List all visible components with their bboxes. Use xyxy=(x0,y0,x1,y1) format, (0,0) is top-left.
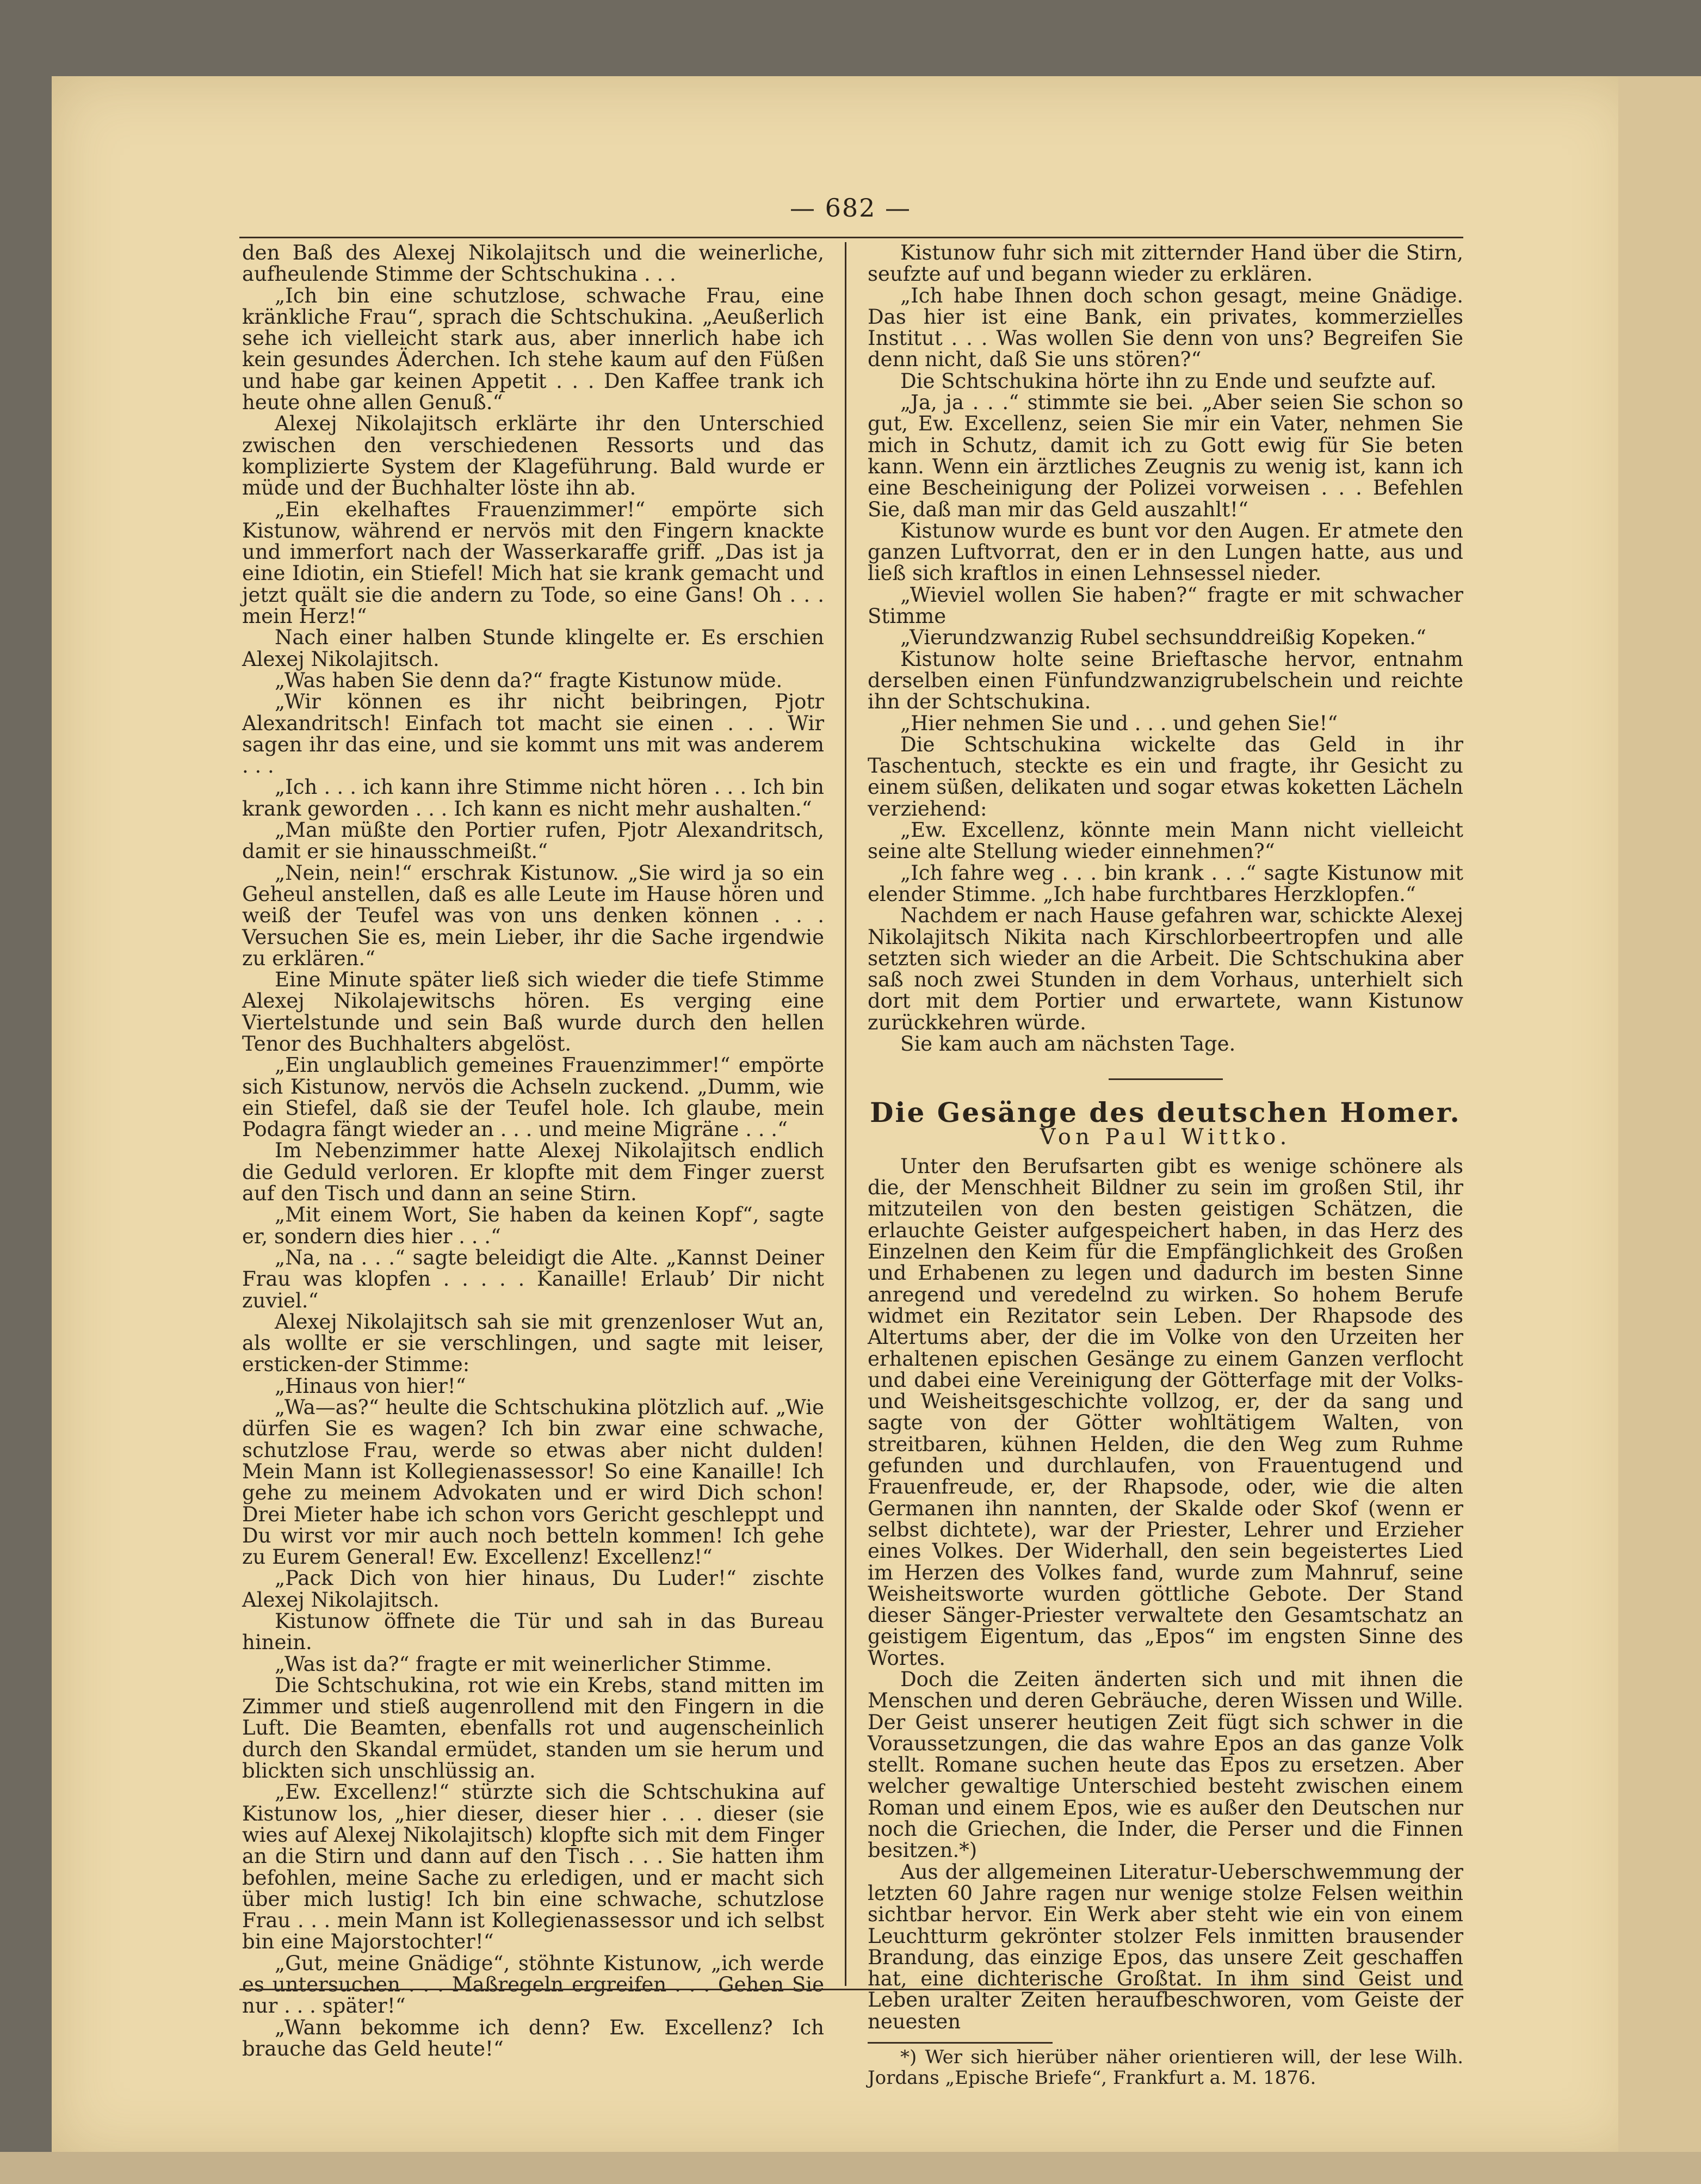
article-title: Die Gesänge des deutschen Homer. xyxy=(870,1096,1461,1129)
article-byline: Von Paul Wittko. xyxy=(1040,1124,1291,1150)
paragraph: Kistunow öffnete die Tür und sah in das Bureau hinein. xyxy=(242,1609,824,1655)
paragraph: Eine Minute später ließ sich wieder die tiefe Stimme Alexej Nikolajewitschs hören. Es verging eine Viertelstunde und sein Baß wurde durch den hellen Tenor des Buchhalters abgelöst. xyxy=(242,968,824,1056)
paragraph: Im Nebenzimmer hatte Alexej Nikolajitsch endlich die Geduld verloren. Er klopfte mit dem Finger zuerst auf den Tisch und dann an seine Stirn. xyxy=(242,1139,824,1206)
paragraph: „Ew. Excellenz, könnte mein Mann nicht vielleicht seine alte Stellung wieder einnehmen?“ xyxy=(868,818,1463,863)
paragraph: „Wir können es ihr nicht beibringen, Pjotr Alexandritsch! Einfach tot macht sie einen . . . Wir sagen ihr das eine, und sie kommt uns mit was anderem . . . xyxy=(242,690,824,778)
paragraph: „Vierundzwanzig Rubel sechsunddreißig Kopeken.“ xyxy=(900,626,1426,650)
paragraph: „Ich . . . ich kann ihre Stimme nicht hören . . . Ich bin krank geworden . . . Ich kann es nicht mehr aushalten.“ xyxy=(242,775,824,820)
paragraph: „Hier nehmen Sie und . . . und gehen Sie!“ xyxy=(900,711,1338,735)
page-edge-bottom xyxy=(0,2152,1701,2184)
paragraph: Alexej Nikolajitsch erklärte ihr den Unterschied zwischen den verschiedenen Ressorts und das komplizierte System der Klageführung. Bald wurde er müde und der Buchhalter löste ihn ab. xyxy=(242,412,824,500)
paragraph: „Gut, meine Gnädige“, stöhnte Kistunow, „ich werde es untersuchen . . . Maßregeln ergreifen . . . Gehen Sie nur . . . später!“ xyxy=(242,1951,824,2018)
footnote: *) Wer sich hierüber näher orientieren will, der lese Wilh. Jordans „Epische Briefe“, Frankfurt a. M. 1876. xyxy=(868,2046,1463,2089)
paragraph: Alexej Nikolajitsch sah sie mit grenzenloser Wut an, als wollte er sie verschlingen, und sagte mit leiser, ersticken-der Stimme: xyxy=(242,1310,824,1377)
footnote-rule xyxy=(868,2042,1053,2044)
paragraph: Nach einer halben Stunde klingelte er. Es erschien Alexej Nikolajitsch. xyxy=(242,626,824,671)
paragraph: Kistunow holte seine Brieftasche hervor, entnahm derselben einen Fünfundzwanzigrubelschein und reichte ihn der Schtschukina. xyxy=(868,647,1463,714)
paragraph: Sie kam auch am nächsten Tage. xyxy=(900,1032,1236,1056)
paragraph: Unter den Berufsarten gibt es wenige schönere als die, der Menschheit Bildner zu sein im großen Stil, ihr mitzuteilen von den besten geistigen Schätzen, die erlauchte Geister aufgespeichert haben, in das Herz des Einzelnen den Keim für die Empfänglichkeit des Großen und Erhabenen zu legen und dadurch im besten Sinne anregend und veredelnd zu wirken. So hohem Berufe widmet ein Rezitator sein Leben. Der Rhapsode des Altertums aber, der die im Volke von den Urzeiten her erhaltenen epischen Gesänge zu einem Ganzen verflocht und dabei eine Vereinigung der Götterfage mit der Volks- und Weisheitsgeschichte vollzog, er, der da sang und sagte von der Götter wohltätigem Walten, von streitbaren, kühnen Helden, die den Weg zum Ruhme gefunden und durchlaufen, von Frauentugend und Frauenfreude, er, der Rhapsode, oder, wie die alten Germanen ihn nannten, der Skalde oder Skof (wenn er selbst dichtete), war der Priester, Lehrer und Erzieher eines Volkes. Der Widerhall, den sein begeistertes Lied im Herzen des Volkes fand, wurde zum Mahnruf, seine Weisheitsworte wurden göttliche Gebote. Der Stand dieser Sänger-Priester verwaltete den Gesamtschatz an geistigem Eigentum, das „Epos“ im engsten Sinne des Wortes. xyxy=(868,1154,1463,1670)
paragraph: „Ja, ja . . .“ stimmte sie bei. „Aber seien Sie schon so gut, Ew. Excellenz, seien Sie mir ein Vater, nehmen Sie mich in Schutz, damit ich zu Gott ewig für Sie beten kann. Wenn ein ärztliches Zeugnis zu wenig ist, kann ich eine Bescheinigung der Polizei vorweisen . . . Befehlen Sie, daß man mir das Geld auszahlt!“ xyxy=(868,391,1463,521)
paragraph: „Na, na . . .“ sagte beleidigt die Alte. „Kannst Deiner Frau was klopfen . . . . . Kanaille! Erlaub’ Dir nicht zuviel.“ xyxy=(242,1245,824,1312)
page-number: — 682 — xyxy=(789,193,912,223)
paragraph: „Wann bekomme ich denn? Ew. Excellenz? Ich brauche das Geld heute!“ xyxy=(242,2015,824,2060)
paragraph: „Nein, nein!“ erschrak Kistunow. „Sie wird ja so ein Geheul anstellen, daß es alle Leute im Hause hören und weiß der Teufel was von uns denken können . . . Versuchen Sie es, mein Lieber, ihr die Sache irgendwie zu erklären.“ xyxy=(242,861,824,970)
right-column xyxy=(868,242,1463,2088)
header-rule xyxy=(239,237,1463,238)
paragraph: „Ein ekelhaftes Frauenzimmer!“ empörte sich Kistunow, während er nervös mit den Fingern knackte und immerfort nach der Wasserkaraffe griff. „Das ist ja eine Idiotin, ein Stiefel! Mich hat sie krank gemacht und jetzt quält sie die andern zu Tode, so eine Gans! Oh . . . mein Herz!“ xyxy=(242,497,824,628)
paragraph: Die Schtschukina wickelte das Geld in ihr Taschentuch, steckte es ein und fragte, ihr Gesicht zu einem süßen, delikaten und sogar etwas koketten Lächeln verziehend: xyxy=(868,732,1463,820)
paragraph: „Ich fahre weg . . . bin krank . . .“ sagte Kistunow mit elender Stimme. „Ich habe furchtbares Herzklopfen.“ xyxy=(868,861,1463,906)
left-column xyxy=(242,242,824,2059)
paragraph: Doch die Zeiten änderten sich und mit ihnen die Menschen und deren Gebräuche, deren Wissen und Wille. Der Geist unserer heutigen Zeit fügt sich schwer in die Voraussetzungen, die das wahre Epos an das ganze Volk stellt. Romane suchen heute das Epos zu ersetzen. Aber welcher gewaltige Unterschied besteht zwischen einem Roman und einem Epos, wie es außer den Deutschen nur noch die Griechen, die Inder, die Perser und die Finnen besitzen.*) xyxy=(868,1668,1463,1862)
paragraph: „Was haben Sie denn da?“ fragte Kistunow müde. xyxy=(275,668,783,692)
paragraph: Die Schtschukina, rot wie ein Krebs, stand mitten im Zimmer und stieß augenrollend mit den Fingern in die Luft. Die Beamten, ebenfalls rot und augenscheinlich durch den Skandal ermüdet, standen um sie herum und blickten sich unschlüssig an. xyxy=(242,1673,824,1783)
paragraph: Kistunow fuhr sich mit zitternder Hand über die Stirn, seufzte auf und begann wieder zu erklären. xyxy=(868,241,1463,286)
paragraph: „Wieviel wollen Sie haben?“ fragte er mit schwacher Stimme xyxy=(868,583,1463,628)
paragraph: „Ich habe Ihnen doch schon gesagt, meine Gnädige. Das hier ist eine Bank, ein privates, kommerzielles Institut . . . Was wollen Sie denn von uns? Begreifen Sie denn nicht, daß Sie uns stören?“ xyxy=(868,283,1463,372)
paragraph: „Ein unglaublich gemeines Frauenzimmer!“ empörte sich Kistunow, nervös die Achseln zuckend. „Dumm, wie ein Stiefel, daß sie der Teufel hole. Ich glaube, mein Podagra fängt wieder an . . . und meine Migräne . . .“ xyxy=(242,1053,824,1142)
column-divider xyxy=(845,242,846,1986)
section-rule xyxy=(1109,1078,1223,1080)
paragraph: „Ich bin eine schutzlose, schwache Frau, eine kränkliche Frau“, sprach die Schtschukina. „Aeußerlich sehe ich vielleicht stark aus, aber innerlich habe ich kein gesundes Äderchen. Ich stehe kaum auf den Füßen und habe gar keinen Appetit . . . Den Kaffee trank ich heute ohne allen Genuß.“ xyxy=(242,283,824,415)
paragraph: „Wa—as?“ heulte die Schtschukina plötzlich auf. „Wie dürfen Sie es wagen? Ich bin zwar eine schwache, schutzlose Frau, werde so etwas aber nicht dulden! Mein Mann ist Kollegienassessor! So eine Kanaille! Ich gehe zu meinem Advokaten und er wird Dich schon! Drei Mieter habe ich schon vors Gericht geschleppt und Du wirst vor mir auch noch betteln kommen! Ich gehe zu Eurem General! Ew. Excellenz! Excellenz!“ xyxy=(242,1396,824,1569)
paragraph: den Baß des Alexej Nikolajitsch und die weinerliche, aufheulende Stimme der Schtschukina . . . xyxy=(242,241,824,286)
page-edge-right xyxy=(1618,76,1701,2184)
paragraph: „Man müßte den Portier rufen, Pjotr Alexandritsch, damit er sie hinausschmeißt.“ xyxy=(242,818,824,863)
paragraph: „Mit einem Wort, Sie haben da keinen Kopf“, sagte er, sondern dies hier . . .“ xyxy=(242,1203,824,1248)
paragraph: „Was ist da?“ fragte er mit weinerlicher Stimme. xyxy=(275,1652,772,1676)
paragraph: „Ew. Excellenz!“ stürzte sich die Schtschukina auf Kistunow los, „hier dieser, dieser hier . . . dieser (sie wies auf Alexej Nikolajitsch) klopfte sich mit dem Finger an die Stirn und dann auf den Tisch . . . Sie hatten ihm befohlen, meine Sache zu erledigen, und er macht sich über mich lustig! Ich bin eine schwache, schutzlose Frau . . . mein Mann ist Kollegienassessor und ich selbst bin eine Majorstochter!“ xyxy=(242,1780,824,1954)
footer-rule xyxy=(239,1989,1463,1990)
paragraph: „Pack Dich von hier hinaus, Du Luder!“ zischte Alexej Nikolajitsch. xyxy=(242,1566,824,1612)
paragraph: Aus der allgemeinen Literatur-Ueberschwemmung der letzten 60 Jahre ragen nur wenige stolze Felsen weithin sichtbar hervor. Ein Werk aber steht wie ein von einem Leuchtturm gekrönter stolzer Fels inmitten brausender Brandung, das einzige Epos, das unsere Zeit geschaffen hat, eine dichterische Großtat. In ihm sind Geist und Leben uralter Zeiten heraufbeschworen, vom Geiste der neuesten xyxy=(868,1860,1463,2033)
paragraph: Nachdem er nach Hause gefahren war, schickte Alexej Nikolajitsch Nikita nach Kirschlorbeertropfen und alle setzten sich wieder an die Arbeit. Die Schtschukina aber saß noch zwei Stunden in dem Vorhaus, unterhielt sich dort mit dem Portier und erwartete, wann Kistunow zurückkehren würde. xyxy=(868,904,1463,1034)
paragraph: „Hinaus von hier!“ xyxy=(275,1374,466,1398)
paragraph: Die Schtschukina hörte ihn zu Ende und seufzte auf. xyxy=(900,369,1437,393)
paragraph: Kistunow wurde es bunt vor den Augen. Er atmete den ganzen Luftvorrat, den er in den Lungen hatte, aus und ließ sich kraftlos in einen Lehnsessel nieder. xyxy=(868,519,1463,585)
